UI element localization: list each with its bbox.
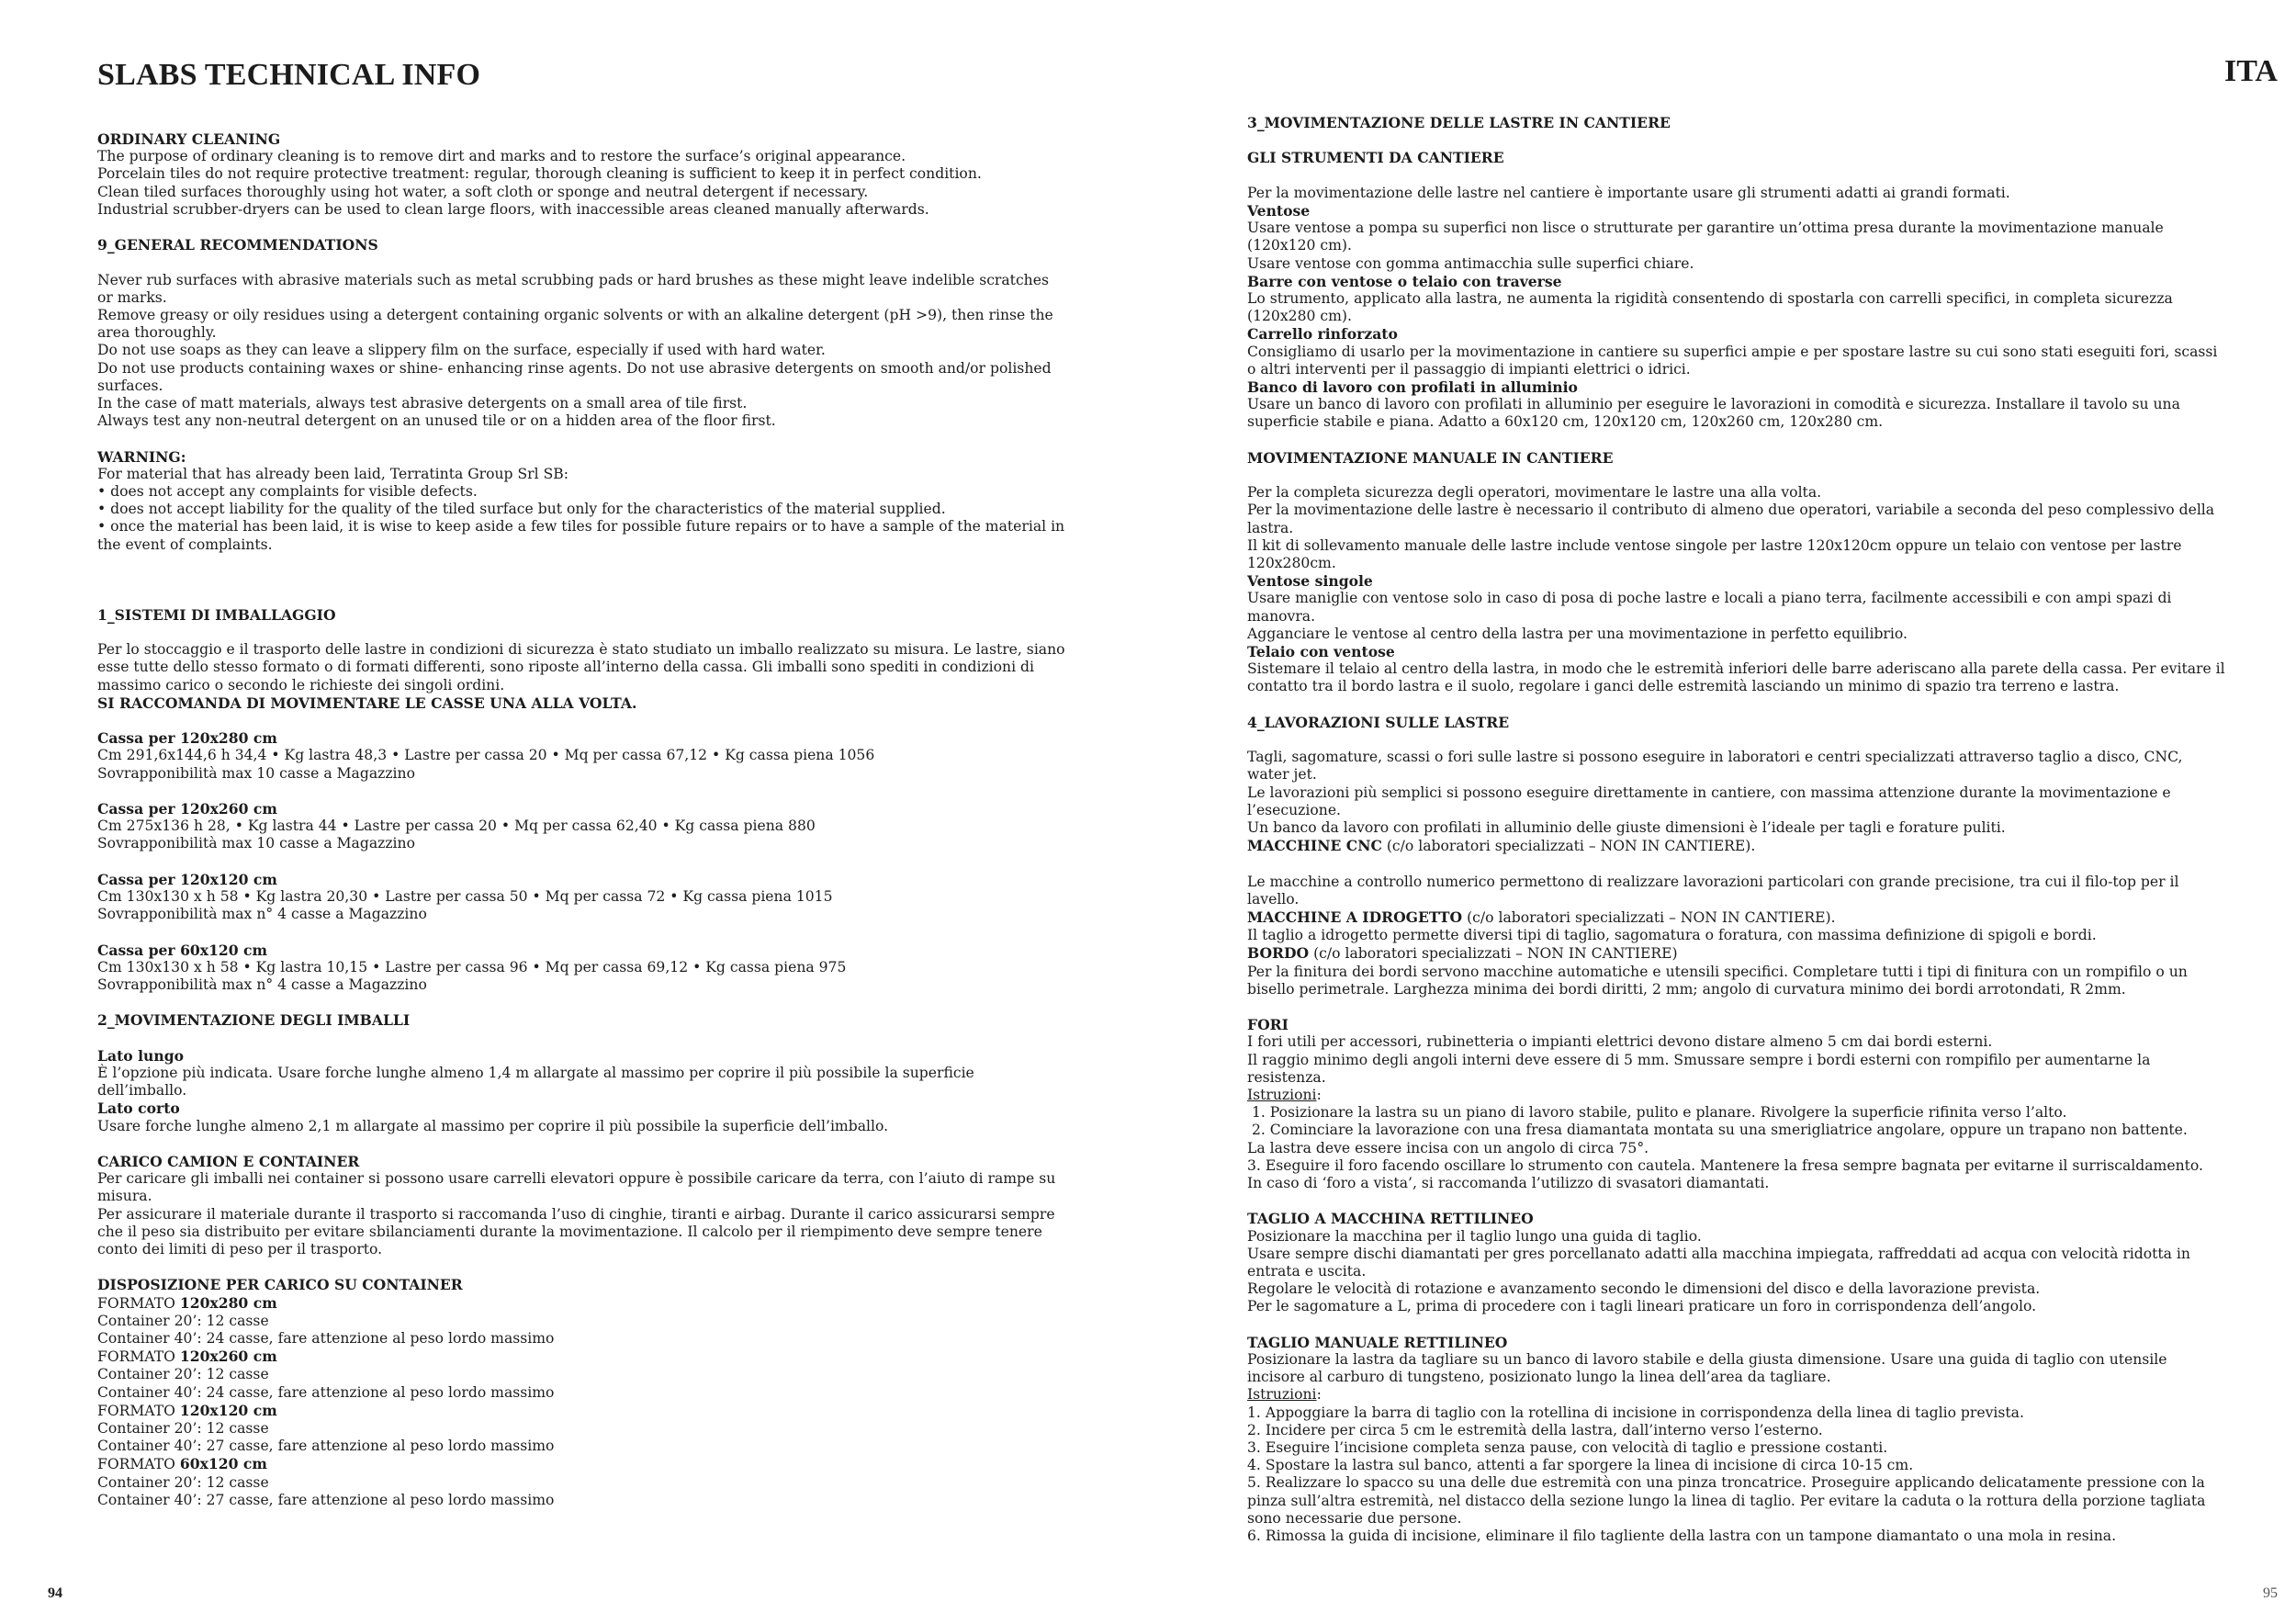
manual-handling-section bbox=[1247, 449, 2225, 696]
instructions-label: Istruzioni bbox=[1247, 1087, 1317, 1104]
spacer bbox=[1247, 467, 2225, 484]
container-20: Container 20’: 12 casse bbox=[97, 1366, 269, 1383]
paragraph-text: Per la movimentazione delle lastre nel cantiere è importante usare gli strumenti adatti ai grandi formati. bbox=[1247, 184, 2010, 201]
format-line bbox=[97, 1402, 1066, 1420]
cnc-line bbox=[1247, 837, 2225, 855]
instruction-step: 1. Posizionare la lastra su un piano di lavoro stabile, pulito e planare. Rivolgere la superficie rifinita verso l’alto. bbox=[1247, 1104, 2067, 1122]
holes-section bbox=[1247, 1016, 2225, 1192]
format-prefix: FORMATO bbox=[97, 1456, 180, 1473]
box-stacking: Sovrapponibilità max 10 casse a Magazzino bbox=[97, 764, 415, 782]
truck-loading-section bbox=[97, 1153, 1066, 1258]
packaging-systems-section bbox=[97, 606, 1066, 994]
section-heading: 1_SISTEMI DI IMBALLAGGIO bbox=[97, 605, 336, 624]
instruction-step: 1. Appoggiare la barra di taglio con la rotellina di incisione in corrispondenza della linea di taglio prevista. bbox=[1247, 1404, 2024, 1421]
format-line bbox=[97, 1455, 1066, 1473]
container-40: Container 40’: 24 casse, fare attenzione al peso lordo massimo bbox=[97, 1383, 555, 1401]
box-title: Cassa per 60x120 cm bbox=[97, 941, 268, 959]
paragraph-text: Il raggio minimo degli angoli interni deve essere di 5 mm. Smussare sempre i bordi esterni con rompifilo per aumentarne la resistenza. bbox=[1247, 1051, 2151, 1086]
format-size: 120x120 cm bbox=[179, 1401, 277, 1419]
section-heading: 4_LAVORAZIONI SULLE LASTRE bbox=[1247, 713, 1510, 731]
format-prefix: FORMATO bbox=[97, 1402, 180, 1419]
box-dimensions: Cm 275x136 h 28, • Kg lastra 44 • Lastre per cassa 20 • Mq per cassa 62,40 • Kg cassa piena 880 bbox=[97, 818, 816, 835]
paragraph-line: Porcelain tiles do not require protective treatment: regular, thorough cleaning is sufficient to keep it in perfect condition. bbox=[97, 165, 982, 183]
language-tag: ITA bbox=[2224, 54, 2278, 88]
box-dimensions: Cm 291,6x144,6 h 34,4 • Kg lastra 48,3 • Lastre per cassa 20 • Mq per cassa 67,12 • Kg cassa piena 1056 bbox=[97, 747, 875, 764]
bullet-line: • does not accept liability for the quality of the tiled surface but only for the characteristics of the material supplied. bbox=[97, 501, 946, 518]
paragraph-line: Do not use soaps as they can leave a slippery film on the surface, especially if used with hard water. bbox=[97, 342, 826, 359]
paragraph-text: Usare sempre dischi diamantati per gres porcellanato adatti alla macchina impiegata, raffreddati ad acqua con velocità ridotta in entrata e uscita. bbox=[1247, 1245, 2190, 1280]
left-column bbox=[97, 130, 1066, 1509]
paragraph-text: Per le sagomature a L, prima di procedere con i tagli lineari praticare un foro in corrispondenza dell’angolo. bbox=[1247, 1298, 2037, 1315]
box-title: Cassa per 120x260 cm bbox=[97, 800, 277, 818]
instruction-step: In caso di ‘foro a vista’, si raccomanda l’utilizzo di svasatori diamantati. bbox=[1247, 1175, 1770, 1192]
paragraph-text: Un banco da lavoro con profilati in alluminio delle giuste dimensioni è l’ideale per tagli e forature puliti. bbox=[1247, 819, 2006, 837]
box-spec bbox=[97, 871, 1066, 924]
instructions-label-line bbox=[1247, 1386, 2225, 1404]
cnc-title: MACCHINE CNC bbox=[1247, 837, 1382, 855]
paragraph-line: For material that has already been laid, Terratinta Group Srl SB: bbox=[97, 465, 568, 482]
bullet-line: • once the material has been laid, it is wise to keep aside a few tiles for possible future repairs or to have a sample of the material in the event of complaints. bbox=[97, 518, 1065, 553]
paragraph-text: Regolare le velocità di rotazione e avanzamento secondo le dimensioni del disco e della lavorazione prevista. bbox=[1247, 1280, 2041, 1298]
right-column bbox=[1247, 114, 2225, 1545]
subheading: Ventose bbox=[1247, 201, 1311, 220]
format-line bbox=[97, 1294, 1066, 1313]
paragraph-line: Never rub surfaces with abrasive materials such as metal scrubbing pads or hard brushes as these might leave indelible scratches or marks. bbox=[97, 271, 1049, 306]
spacer bbox=[97, 254, 1066, 271]
paragraph-text: Per la movimentazione delle lastre è necessario il contributo di almeno due operatori, variabile a seconda del peso complessivo della lastra. bbox=[1247, 502, 2215, 536]
instruction-step: La lastra deve essere incisa con un angolo di circa 75°. bbox=[1247, 1139, 1649, 1156]
box-title: Cassa per 120x120 cm bbox=[97, 870, 277, 888]
format-prefix: FORMATO bbox=[97, 1348, 180, 1366]
instruction-step: 2. Cominciare la lavorazione con una fresa diamantata montata su una smerigliatrice angolare, oppure un trapano non battente. bbox=[1247, 1122, 2188, 1139]
container-20: Container 20’: 12 casse bbox=[97, 1312, 269, 1329]
edge-title: BORDO bbox=[1247, 944, 1310, 963]
box-title: Cassa per 120x280 cm bbox=[97, 729, 277, 748]
section-heading: TAGLIO A MACCHINA RETTILINEO bbox=[1247, 1210, 1534, 1228]
subheading: Telaio con ventose bbox=[1247, 643, 1395, 661]
ordinary-cleaning-section bbox=[97, 130, 1066, 219]
waterjet-title: MACCHINE A IDROGETTO bbox=[1247, 908, 1463, 927]
section-heading: TAGLIO MANUALE RETTILINEO bbox=[1247, 1333, 1508, 1351]
instruction-step: 3. Eseguire il foro facendo oscillare lo strumento con cautela. Mantenere la fresa sempre bagnata per evitarne il surriscaldamento. bbox=[1247, 1156, 2203, 1174]
container-40: Container 40’: 27 casse, fare attenzione al peso lordo massimo bbox=[97, 1491, 555, 1508]
paragraph-text: I fori utili per accessori, rubinetteria o impianti elettrici devono distare almeno 5 cm dai bordi esterni. bbox=[1247, 1033, 1993, 1051]
paragraph-line: Remove greasy or oily residues using a detergent containing organic solvents or with an alkaline detergent (pH >9), then rinse the area thoroughly. bbox=[97, 307, 1053, 342]
paragraph-text: Consigliamo di usarlo per la movimentazione in cantiere su superfici ampie e per spostare lastre su cui sono stati eseguiti fori, scassi o altri interventi per il passaggio di impianti elettrici o idrici. bbox=[1247, 343, 2218, 378]
box-dimensions: Cm 130x130 x h 58 • Kg lastra 10,15 • Lastre per cassa 96 • Mq per cassa 69,12 • Kg cassa piena 975 bbox=[97, 958, 847, 976]
paragraph-text: Agganciare le ventose al centro della lastra per una movimentazione in perfetto equilibrio. bbox=[1247, 625, 1908, 642]
spacer bbox=[97, 624, 1066, 641]
paragraph-text: Tagli, sagomature, scassi o fori sulle lastre si possono eseguire in laboratori e centri specializzati attraverso taglio a disco, CNC, water jet. bbox=[1247, 749, 2183, 784]
cnc-note: (c/o laboratori specializzati – NON IN CANTIERE). bbox=[1381, 838, 1756, 855]
subheading: Ventose singole bbox=[1247, 572, 1373, 591]
section-heading: CARICO CAMION E CONTAINER bbox=[97, 1153, 360, 1170]
section-heading: MOVIMENTAZIONE MANUALE IN CANTIERE bbox=[1247, 448, 1614, 467]
machine-cutting-section bbox=[1247, 1210, 2225, 1315]
page-number-right: 95 bbox=[2263, 1585, 2278, 1601]
right-page bbox=[1148, 0, 2296, 1624]
section-heading: FORI bbox=[1247, 1016, 1289, 1034]
paragraph-text: Le lavorazioni più semplici si possono eseguire direttamente in cantiere, con massima attenzione durante la movimentazione e l’esecuzione. bbox=[1247, 784, 2171, 818]
paragraph-text: Per la completa sicurezza degli operatori, movimentare le lastre una alla volta. bbox=[1247, 484, 1822, 502]
paragraph-text: Usare un banco di lavoro con profilati in alluminio per eseguire le lavorazioni in comodità e sicurezza. Installare il tavolo su una superficie stabile e piana. Adatto a 60x120 cm, 120x120 cm, 120x260 cm, 120x280 cm. bbox=[1247, 396, 2180, 431]
box-stacking: Sovrapponibilità max n° 4 casse a Magazzino bbox=[97, 906, 427, 923]
paragraph-line: Always test any non-neutral detergent on an unused tile or on a hidden area of the floor first. bbox=[97, 412, 776, 430]
spacer bbox=[1247, 131, 2225, 149]
instructions-colon: : bbox=[1316, 1087, 1322, 1104]
format-size: 120x260 cm bbox=[179, 1348, 277, 1366]
section-heading: 3_MOVIMENTAZIONE DELLE LASTRE IN CANTIERE bbox=[1247, 114, 1671, 131]
container-20: Container 20’: 12 casse bbox=[97, 1420, 269, 1438]
instruction-step: 2. Incidere per circa 5 cm le estremità della lastra, dall’interno verso l’esterno. bbox=[1247, 1421, 1823, 1438]
instructions-label-line bbox=[1247, 1087, 2225, 1104]
processing-section bbox=[1247, 714, 2225, 998]
container-layout-section bbox=[97, 1276, 1066, 1509]
box-stacking: Sovrapponibilità max 10 casse a Magazzino bbox=[97, 835, 415, 852]
box-stacking: Sovrapponibilità max n° 4 casse a Magazzino bbox=[97, 976, 427, 994]
section-heading: 9_GENERAL RECOMMENDATIONS bbox=[97, 236, 378, 254]
paragraph-text: Usare ventose a pompa su superfici non lisce o strutturate per garantire un’ottima presa durante la movimentazione manuale (120x120 cm). bbox=[1247, 220, 2164, 254]
paragraph-text: Il taglio a idrogetto permette diversi tipi di taglio, sagomatura o foratura, con massima definizione di spigoli e bordi. bbox=[1247, 927, 2097, 944]
format-size: 60x120 cm bbox=[179, 1455, 267, 1473]
paragraph-text: Usare ventose con gomma antimacchia sulle superfici chiare. bbox=[1247, 254, 1694, 272]
subheading: Banco di lavoro con profilati in alluminio bbox=[1247, 378, 1578, 397]
paragraph-text: Posizionare la lastra da tagliare su un banco di lavoro stabile e della giusta dimensione. Usare una guida di taglio con utensile incisore al carburo di tungsteno, posizionato lungo la linea dell’area da tagliare. bbox=[1247, 1351, 2167, 1386]
paragraph-line: In the case of matt materials, always test abrasive detergents on a small area of tile first. bbox=[97, 395, 748, 412]
container-40: Container 40’: 24 casse, fare attenzione al peso lordo massimo bbox=[97, 1330, 555, 1348]
bullet-line: • does not accept any complaints for visible defects. bbox=[97, 483, 478, 501]
paragraph-text: Sistemare il telaio al centro della lastra, in modo che le estremità inferiori delle barre aderiscano alla parete della cassa. Per evitare il contatto tra il bordo lastra e il suolo, regolare i ganci delle estremità lasciando un minimo di spazio tra terreno e lastra. bbox=[1247, 660, 2225, 695]
subheading: Lato lungo bbox=[97, 1046, 185, 1065]
format-size: 120x280 cm bbox=[179, 1293, 277, 1312]
package-handling-section bbox=[97, 1011, 1066, 1134]
paragraph-text: Per lo stoccaggio e il trasporto delle lastre in condizioni di sicurezza è stato studiato un imballo realizzato su misura. Le lastre, siano esse tutte dello stesso formato o di formati differenti, sono riposte all’interno della cassa. Gli imballi sono spediti in condizioni di massimo carico o secondo le richieste dei singoli ordini. bbox=[97, 641, 1065, 694]
format-prefix: FORMATO bbox=[97, 1294, 180, 1312]
subheading: Carrello rinforzato bbox=[1247, 325, 1398, 344]
general-recommendations-section bbox=[97, 236, 1066, 430]
paragraph-text: Usare maniglie con ventose solo in caso di posa di poche lastre e locali a piano terra, facilmente accessibili e con ampi spazi di manovra. bbox=[1247, 590, 2172, 625]
paragraph-text: Il kit di sollevamento manuale delle lastre include ventose singole per lastre 120x120cm oppure un telaio con ventose per lastre 120x280cm. bbox=[1247, 536, 2182, 572]
paragraph-line: Industrial scrubber-dryers can be used to clean large floors, with inaccessible areas cleaned manually afterwards. bbox=[97, 200, 929, 218]
warning-section bbox=[97, 448, 1066, 554]
box-spec bbox=[97, 729, 1066, 783]
section-heading: 2_MOVIMENTAZIONE DEGLI IMBALLI bbox=[97, 1011, 411, 1030]
document-title: SLABS TECHNICAL INFO bbox=[97, 58, 481, 92]
spacer bbox=[1247, 731, 2225, 749]
box-spec bbox=[97, 942, 1066, 995]
instruction-step: 4. Spostare la lastra sul banco, attenti a far sporgere la linea di incisione di circa 10-15 cm. bbox=[1247, 1457, 1914, 1474]
format-line bbox=[97, 1348, 1066, 1366]
manual-cutting-section bbox=[1247, 1334, 2225, 1545]
section-heading: WARNING: bbox=[97, 447, 186, 466]
waterjet-note: (c/o laboratori specializzati – NON IN CANTIERE). bbox=[1462, 909, 1836, 927]
packaging-note: SI RACCOMANDA DI MOVIMENTARE LE CASSE UNA ALLA VOLTA. bbox=[97, 694, 637, 712]
instruction-step: 6. Rimossa la guida di incisione, eliminare il filo tagliente della lastra con un tampone diamantato o una mola in resina. bbox=[1247, 1528, 2117, 1545]
instructions-colon: : bbox=[1316, 1386, 1322, 1404]
container-40: Container 40’: 27 casse, fare attenzione al peso lordo massimo bbox=[97, 1438, 555, 1455]
spacer bbox=[1247, 167, 2225, 185]
section-heading: DISPOSIZIONE PER CARICO SU CONTAINER bbox=[97, 1276, 463, 1294]
spacer bbox=[1247, 855, 2225, 873]
box-dimensions: Cm 130x130 x h 58 • Kg lastra 20,30 • Lastre per cassa 50 • Mq per cassa 72 • Kg cassa piena 1015 bbox=[97, 888, 833, 906]
page-number-left: 94 bbox=[48, 1585, 62, 1601]
box-spec bbox=[97, 800, 1066, 853]
subheading: Lato corto bbox=[97, 1100, 180, 1118]
paragraph-text: Per la finitura dei bordi servono macchine automatiche e utensili specifici. Completare tutti i tipi di finitura con un rompifilo o un bisello perimetrale. Larghezza minima dei bordi diritti, 2 mm; angolo di curvatura minimo dei bordi arrotondati, R 2mm. bbox=[1247, 963, 2188, 998]
subsection-heading: GLI STRUMENTI DA CANTIERE bbox=[1247, 149, 1504, 167]
paragraph-text: Per assicurare il materiale durante il trasporto si raccomanda l’uso di cinghie, tiranti e airbag. Durante il carico assicurarsi sempre che il peso sia distribuito per evitare sbilanciamenti durante la movimentazione. Il calcolo per il riempimento deve sempre tenere conto dei limiti di peso per il trasporto. bbox=[97, 1205, 1055, 1258]
paragraph-text: È l’opzione più indicata. Usare forche lunghe almeno 1,4 m allargate al massimo per coprire il più possibile la superficie dell’imballo. bbox=[97, 1065, 974, 1100]
waterjet-line bbox=[1247, 908, 2225, 927]
paragraph-text: Per caricare gli imballi nei container si possono usare carrelli elevatori oppure è possibile caricare da terra, con l’aiuto di rampe su misura. bbox=[97, 1170, 1056, 1205]
instruction-step: 3. Eseguire l’incisione completa senza pause, con velocità di taglio e pressione costanti. bbox=[1247, 1439, 1888, 1457]
spacer bbox=[97, 1030, 1066, 1047]
paragraph-text: Le macchine a controllo numerico permettono di realizzare lavorazioni particolari con grande precisione, tra cui il filo-top per il lavello. bbox=[1247, 873, 2179, 908]
paragraph-text: Posizionare la macchina per il taglio lungo una guida di taglio. bbox=[1247, 1227, 1702, 1245]
edge-note: (c/o laboratori specializzati – NON IN CANTIERE) bbox=[1309, 945, 1678, 963]
container-20: Container 20’: 12 casse bbox=[97, 1473, 269, 1491]
paragraph-line: Clean tiled surfaces thoroughly using hot water, a soft cloth or sponge and neutral detergent if necessary. bbox=[97, 183, 869, 200]
paragraph-text: Usare forche lunghe almeno 2,1 m allargate al massimo per coprire il più possibile la superficie dell’imballo. bbox=[97, 1117, 889, 1134]
site-handling-section bbox=[1247, 114, 2225, 432]
paragraph-text: Lo strumento, applicato alla lastra, ne aumenta la rigidità consentendo di spostarla con carrelli specifici, in completa sicurezza (120x280 cm). bbox=[1247, 290, 2173, 325]
instruction-step: 5. Realizzare lo spacco su una delle due estremità con una pinza troncatrice. Proseguire applicando delicatamente pressione con la pinza sull’altra estremità, nel distacco della sezione lungo la linea di taglio. Per evitare la caduta o la rottura della porzione tagliata sono necessarie due persone. bbox=[1247, 1474, 2206, 1527]
instructions-label: Istruzioni bbox=[1247, 1386, 1317, 1404]
section-heading: ORDINARY CLEANING bbox=[97, 130, 281, 148]
paragraph-line: Do not use products containing waxes or shine- enhancing rinse agents. Do not use abrasive detergents on smooth and/or polished surfaces. bbox=[97, 359, 1052, 394]
subheading: Barre con ventose o telaio con traverse bbox=[1247, 272, 1562, 290]
paragraph-line: The purpose of ordinary cleaning is to remove dirt and marks and to restore the surface’s original appearance. bbox=[97, 148, 906, 165]
edge-line bbox=[1247, 944, 2225, 963]
